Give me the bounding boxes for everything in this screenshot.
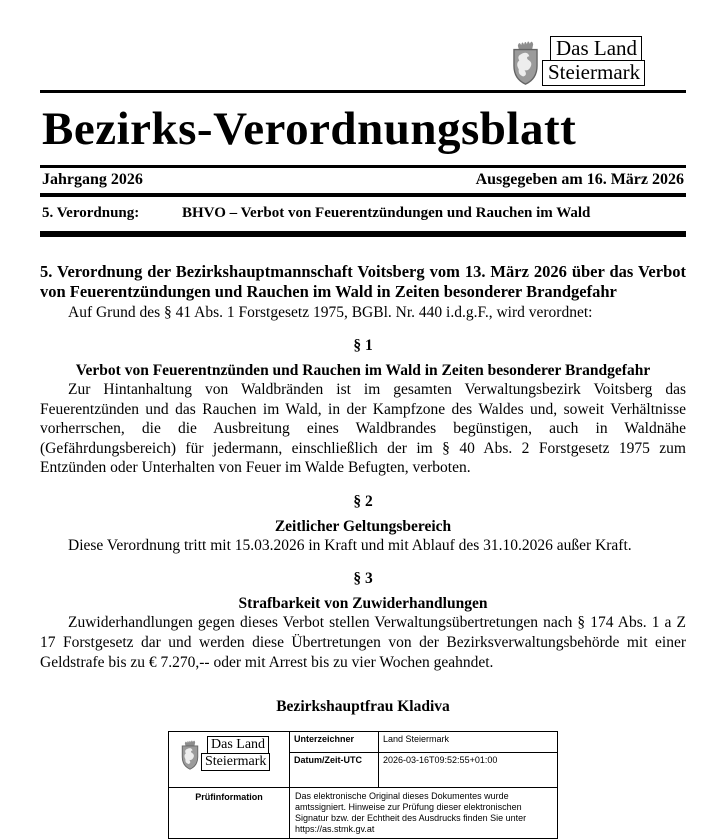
signature-land-steiermark-logo (171, 734, 287, 774)
section-1-title: Verbot von Feuerentnzünden und Rauchen im Wald in Zeiten besonderer Brandgefahr (75, 362, 651, 380)
signer-label: Unterzeichner (290, 732, 379, 753)
signature-logo-cell (169, 732, 290, 788)
signature-logo-line-2: Steiermark (201, 753, 270, 771)
logo-wordmark (542, 36, 654, 88)
verification-label: Prüfinformation (169, 788, 290, 839)
verification-text: Das elektronische Original dieses Dokumentes wurde amtssigniert. Hinweise zur Prüfung dieser elektronischen Signatur bzw. der Echtheit des Ausdrucks finden Sie unter https://as.stmk.gv.at (290, 788, 558, 839)
issue-info-bar (40, 165, 686, 197)
ordinance-subject: BHVO – Verbot von Feuerentzündungen und Rauchen im Wald (182, 204, 591, 221)
legal-basis-paragraph: Auf Grund des § 41 Abs. 1 Forstgesetz 1975, BGBl. Nr. 440 i.d.g.F., wird verordnet: (68, 303, 593, 321)
section-1 (40, 337, 686, 478)
page-header (40, 0, 686, 93)
section-3-number: § 3 (353, 570, 373, 588)
logo-line-2: Steiermark (542, 60, 645, 86)
section-2-text: Diese Verordnung tritt mit 15.03.2026 in Kraft und mit Ablauf des 31.10.2026 außer Kraft. (68, 536, 632, 554)
section-3-title: Strafbarkeit von Zuwiderhandlungen (238, 595, 488, 613)
section-2-number: § 2 (353, 492, 373, 510)
section-2 (40, 493, 686, 556)
ordinance-heading: 5. Verordnung der Bezirkshauptmannschaft Voitsberg vom 13. März 2026 über das Verbot von Feuerentzündungen und Rauchen im Wald in Zeiten besonderer Brandgefahr (40, 261, 686, 302)
section-3 (40, 570, 686, 672)
styria-coat-of-arms-icon (179, 738, 201, 772)
year-label: Jahrgang 2026 (42, 170, 143, 188)
ordinance-number: 5. Verordnung: (42, 204, 140, 221)
section-1-number: § 1 (353, 337, 373, 355)
signer-value: Land Steiermark (379, 732, 558, 753)
section-1-text: Zur Hintanhaltung von Waldbränden ist im gesamten Verwaltungsbezirk Voitsberg das Feuerentzünden und das Rauchen im Wald, in der Kampfzone des Waldes und, soweit Verhältnisse vorherrschen, die die Ausbreitung eines Waldbrandes begünstigen, auch in Waldnähe (Gefährdungsbereich) für jedermann, einschließlich der im § 40 Abs. 2 Forstgesetz 1975 zum Entzünden oder Unterhalten von Feuer im Walde Befugten, verboten. (40, 381, 686, 477)
logo-line-1: Das Land (550, 36, 642, 62)
datetime-value: 2026-03-16T09:52:55+01:00 (379, 753, 558, 788)
signature-logo-line-1: Das Land (207, 736, 269, 754)
section-3-text: Zuwiderhandlungen gegen dieses Verbot stellen Verwaltungsübertretungen nach § 174 Abs. 1 a Z 17 Forstgesetz dar und werden diese Übertretungen von der Bezirksverwaltungsbehörde mit einer Geldstrafe bis zu € 7.270,-- oder mit Arrest bis zu vier Wochen geahndet. (40, 614, 686, 671)
section-2-title: Zeitlicher Geltungsbereich (274, 517, 452, 535)
signatory-name: Bezirkshauptfrau Kladiva (276, 698, 450, 716)
land-steiermark-logo (509, 36, 654, 88)
signature-logo-wordmark (201, 736, 279, 774)
styria-coat-of-arms-icon (509, 38, 542, 88)
issued-date-label: Ausgegeben am 16. März 2026 (475, 170, 684, 188)
datetime-label: Datum/Zeit-UTC (290, 753, 379, 788)
gazette-title: Bezirks-Verordnungsblatt (42, 103, 577, 155)
electronic-signature-table (168, 731, 558, 839)
ordinance-index-row (40, 197, 686, 237)
